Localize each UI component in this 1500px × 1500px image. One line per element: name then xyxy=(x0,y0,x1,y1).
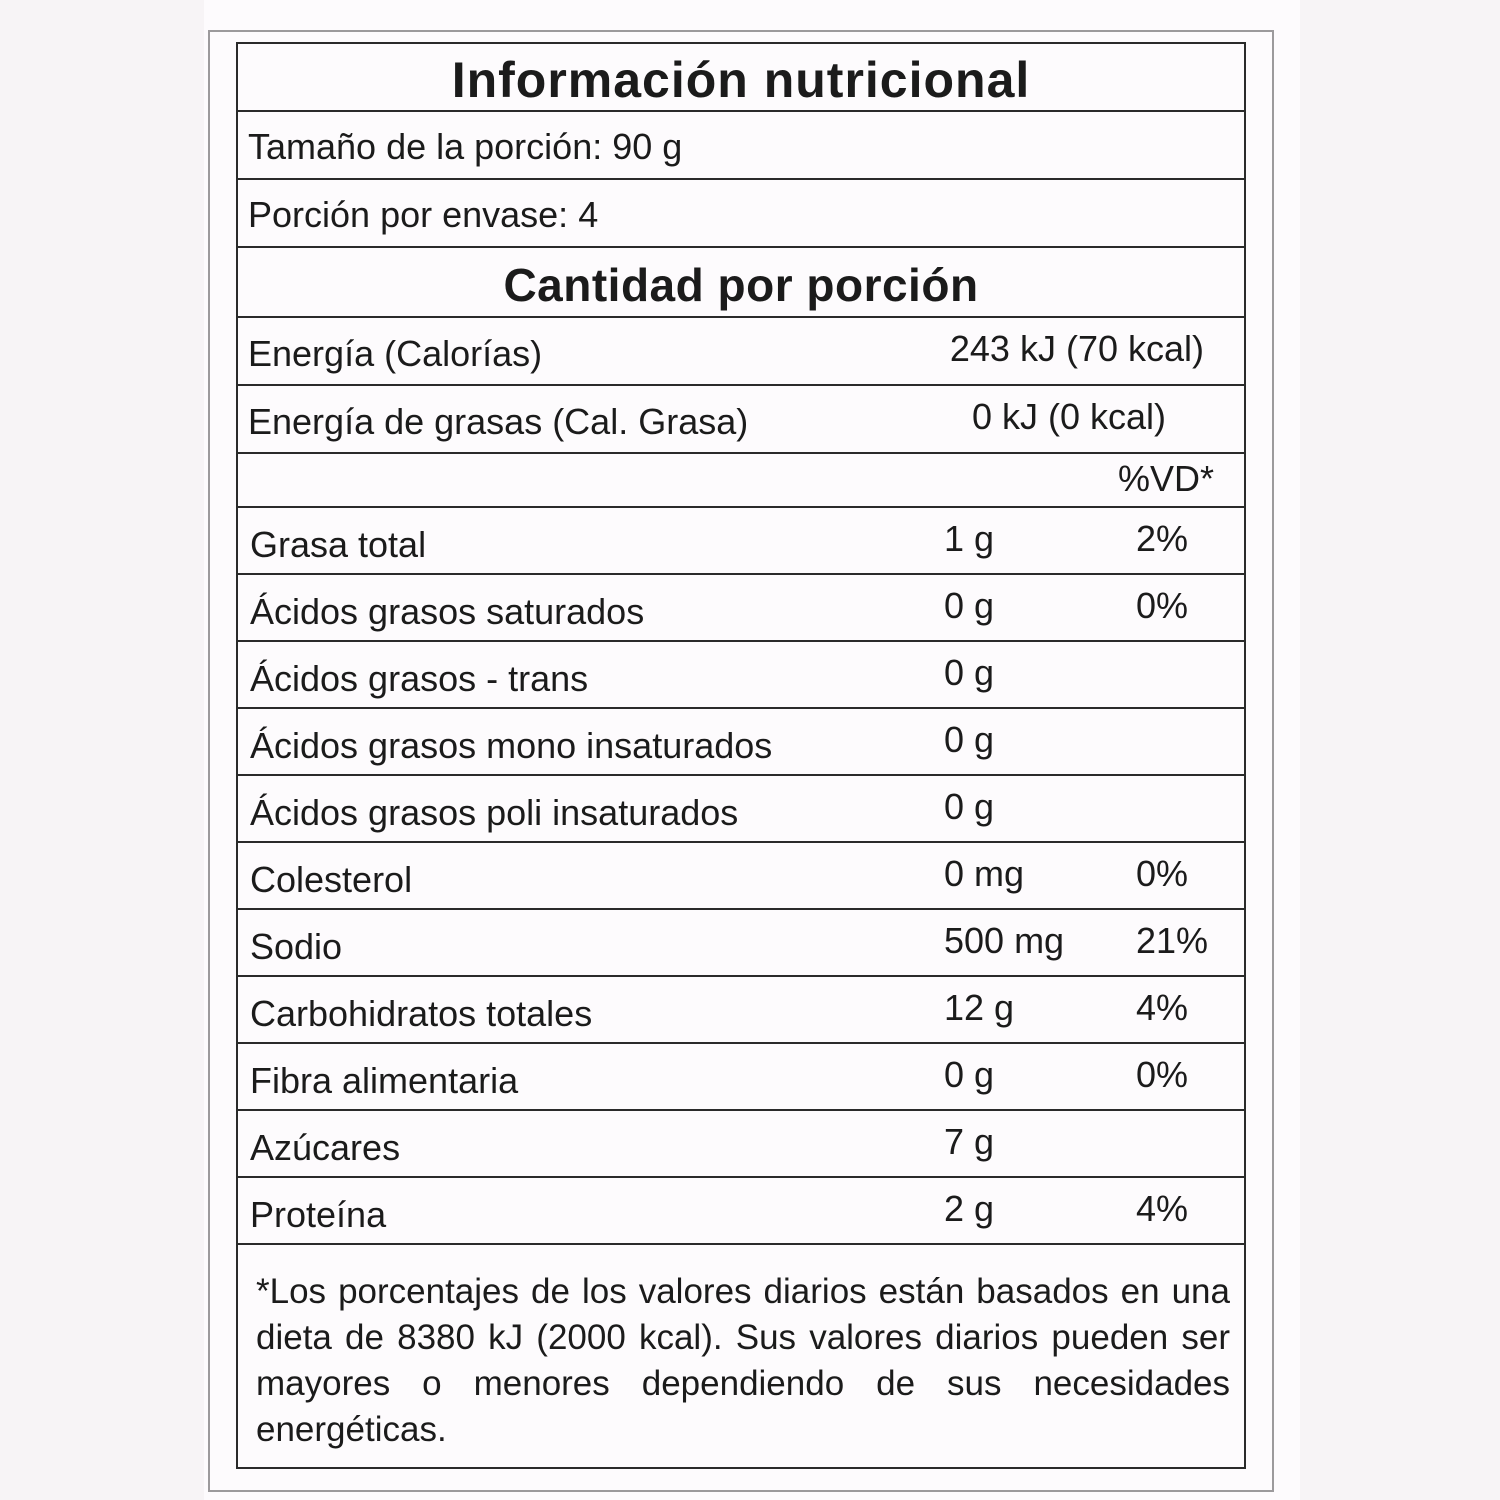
nutrient-row xyxy=(238,1111,1244,1178)
nutrient-row xyxy=(238,1044,1244,1111)
nutrient-daily-value: 0% xyxy=(1136,1054,1189,1095)
serving-size: Tamaño de la porción: 90 g xyxy=(238,112,1244,180)
servings-per-container: Porción por envase: 4 xyxy=(238,180,1244,248)
nutrient-row xyxy=(238,575,1244,642)
energy-row xyxy=(238,318,1244,386)
nutrient-name: Grasa total xyxy=(250,524,427,565)
nutrient-daily-value: 0% xyxy=(1136,853,1189,894)
amount-per-serving-heading: Cantidad por porción xyxy=(238,248,1244,318)
nutrient-daily-value: 4% xyxy=(1136,1188,1189,1229)
nutrient-row xyxy=(238,843,1244,910)
nutrient-name: Proteína xyxy=(250,1194,387,1235)
fat-energy-row xyxy=(238,386,1244,454)
nutrient-row xyxy=(238,776,1244,843)
nutrient-daily-value: 21% xyxy=(1136,920,1209,961)
nutrient-amount: 0 g xyxy=(944,786,995,827)
nutrient-amount: 0 g xyxy=(944,652,995,693)
label-title: Información nutricional xyxy=(238,44,1244,112)
nutrient-amount: 1 g xyxy=(944,518,995,559)
nutrient-amount: 0 g xyxy=(944,1054,995,1095)
nutrient-row xyxy=(238,642,1244,709)
nutrient-name: Ácidos grasos - trans xyxy=(250,658,589,699)
fat-energy-label: Energía de grasas (Cal. Grasa) xyxy=(248,401,749,442)
nutrient-amount: 0 mg xyxy=(944,853,1025,894)
nutrition-facts-label xyxy=(236,42,1246,1469)
nutrient-amount: 0 g xyxy=(944,585,995,626)
nutrient-name: Ácidos grasos poli insaturados xyxy=(250,792,739,833)
nutrient-name: Colesterol xyxy=(250,859,413,900)
nutrient-name: Fibra alimentaria xyxy=(250,1060,519,1101)
nutrient-name: Sodio xyxy=(250,926,343,967)
daily-value-header: %VD* xyxy=(1118,458,1215,499)
nutrient-name: Azúcares xyxy=(250,1127,401,1168)
daily-value-header-row xyxy=(238,454,1244,508)
nutrient-row xyxy=(238,1178,1244,1245)
nutrient-row xyxy=(238,910,1244,977)
nutrient-daily-value: 4% xyxy=(1136,987,1189,1028)
nutrient-row xyxy=(238,508,1244,575)
nutrient-name: Ácidos grasos saturados xyxy=(250,591,645,632)
nutrient-amount: 500 mg xyxy=(944,920,1065,961)
nutrient-name: Carbohidratos totales xyxy=(250,993,593,1034)
fat-energy-value: 0 kJ (0 kcal) xyxy=(971,396,1166,437)
energy-label: Energía (Calorías) xyxy=(248,333,543,374)
nutrient-daily-value: 0% xyxy=(1136,585,1189,626)
footnote: *Los porcentajes de los valores diarios están basados en una dieta de 8380 kJ (2000 kcal). Sus valores diarios pueden ser mayores o menores dependiendo de sus necesidades energéticas. xyxy=(256,1272,1230,1449)
energy-value: 243 kJ (70 kcal) xyxy=(949,328,1204,369)
nutrient-name: Ácidos grasos mono insaturados xyxy=(250,725,773,766)
nutrient-daily-value: 2% xyxy=(1136,518,1189,559)
nutrient-amount: 12 g xyxy=(944,987,1015,1028)
nutrient-amount: 0 g xyxy=(944,719,995,760)
nutrient-amount: 2 g xyxy=(944,1188,995,1229)
nutrient-row xyxy=(238,709,1244,776)
nutrient-amount: 7 g xyxy=(944,1121,995,1162)
nutrient-row xyxy=(238,977,1244,1044)
